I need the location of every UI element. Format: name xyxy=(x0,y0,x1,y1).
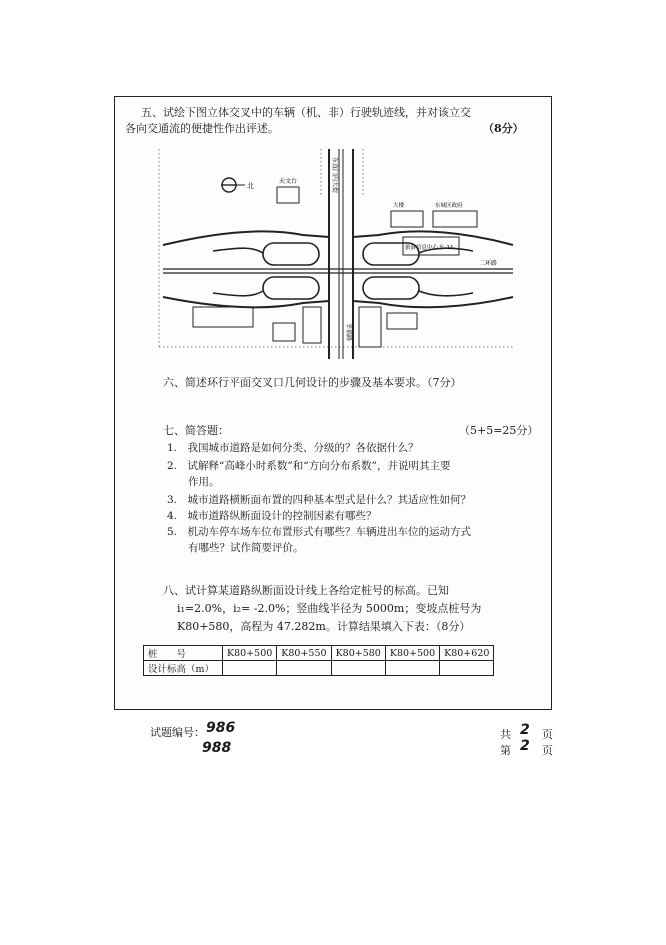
east-road-label: 二环路 xyxy=(479,260,498,267)
q7-item-5: 5. 机动车停车场车位布置形式有哪些？车辆进出车位的运动方式 xyxy=(167,526,472,538)
q7-item-2: 2. 试解释“高峰小时系数”和“方向分布系数”，并说明其主要 xyxy=(167,460,451,472)
station-cell: K80+620 xyxy=(440,646,494,661)
elevation-cell xyxy=(277,661,331,676)
page-number-unit: 页 xyxy=(542,744,553,757)
station-header: 桩 号 xyxy=(144,646,223,661)
building4-label: 东-11 xyxy=(439,245,454,251)
station-label: 天文台 xyxy=(279,178,298,185)
building2-label: 东城区政府 xyxy=(435,203,463,209)
table-row xyxy=(144,661,494,676)
station-cell: K80+500 xyxy=(223,646,277,661)
q8-line2: i₁=2.0%，i₂= -2.0%；竖曲线半径为 5000m；变坡点桩号为 xyxy=(177,602,482,615)
stake-elevation-table xyxy=(143,645,494,676)
page-number-value: 2 xyxy=(520,738,530,754)
q5-title-line2: 各向交通流的便捷性作出评述。 xyxy=(125,122,279,135)
elevation-cell xyxy=(385,661,439,676)
exam-code-value-2: 988 xyxy=(202,740,232,756)
q7-title: 七、简答题： xyxy=(163,424,229,437)
q7-item-5-cont: 有哪些？试作简要评价。 xyxy=(167,542,304,554)
q7-item-3: 3. 城市道路横断面布置的四种基本型式是什么？其适应性如何？ xyxy=(167,494,472,506)
q6-text: 六、简述环行平面交叉口几何设计的步骤及基本要求。（7分） xyxy=(163,376,462,389)
q5-title-line1: 五、试绘下图立体交叉中的车辆（机、非）行驶轨迹线，并对该立交 xyxy=(141,106,471,119)
north-arrow-label: 北 xyxy=(247,182,254,190)
total-pages-unit: 页 xyxy=(542,728,553,741)
total-pages-label: 共 xyxy=(500,728,511,741)
north-road-label: 东直门内大街 xyxy=(331,157,338,194)
station-cell: K80+550 xyxy=(277,646,331,661)
exam-code-value-1: 986 xyxy=(206,720,236,736)
exam-sheet xyxy=(114,96,552,710)
q7-item-1: 1. 我国城市道路是如何分类、分级的？各依据什么？ xyxy=(167,442,419,454)
q5-score: （8分） xyxy=(483,122,524,135)
q7-score: （5+5=25分） xyxy=(459,424,539,437)
q7-item-4: 4. 城市道路纵断面设计的控制因素有哪些？ xyxy=(167,510,377,522)
south-road-label: 幸福路 xyxy=(345,323,352,342)
station-cell: K80+500 xyxy=(385,646,439,661)
exam-code-label: 试题编号： xyxy=(150,726,205,739)
elevation-cell xyxy=(223,661,277,676)
building3-label: 旅游信息中心 xyxy=(405,245,439,251)
interchange-diagram xyxy=(153,147,523,359)
q8-line3: K80+580，高程为 47.282m。计算结果填入下表：（8分） xyxy=(177,620,471,633)
building1-label: 大楼 xyxy=(393,203,405,209)
table-row xyxy=(144,646,494,661)
q8-line1: 八、试计算某道路纵断面设计线上各给定桩号的标高。已知 xyxy=(163,584,449,597)
station-cell: K80+580 xyxy=(331,646,385,661)
elevation-cell xyxy=(440,661,494,676)
total-pages-value: 2 xyxy=(520,722,530,738)
elevation-cell xyxy=(331,661,385,676)
elevation-header: 设计标高（m） xyxy=(144,661,223,676)
q7-item-2-cont: 作用。 xyxy=(167,476,220,488)
page-number-label: 第 xyxy=(500,744,511,757)
